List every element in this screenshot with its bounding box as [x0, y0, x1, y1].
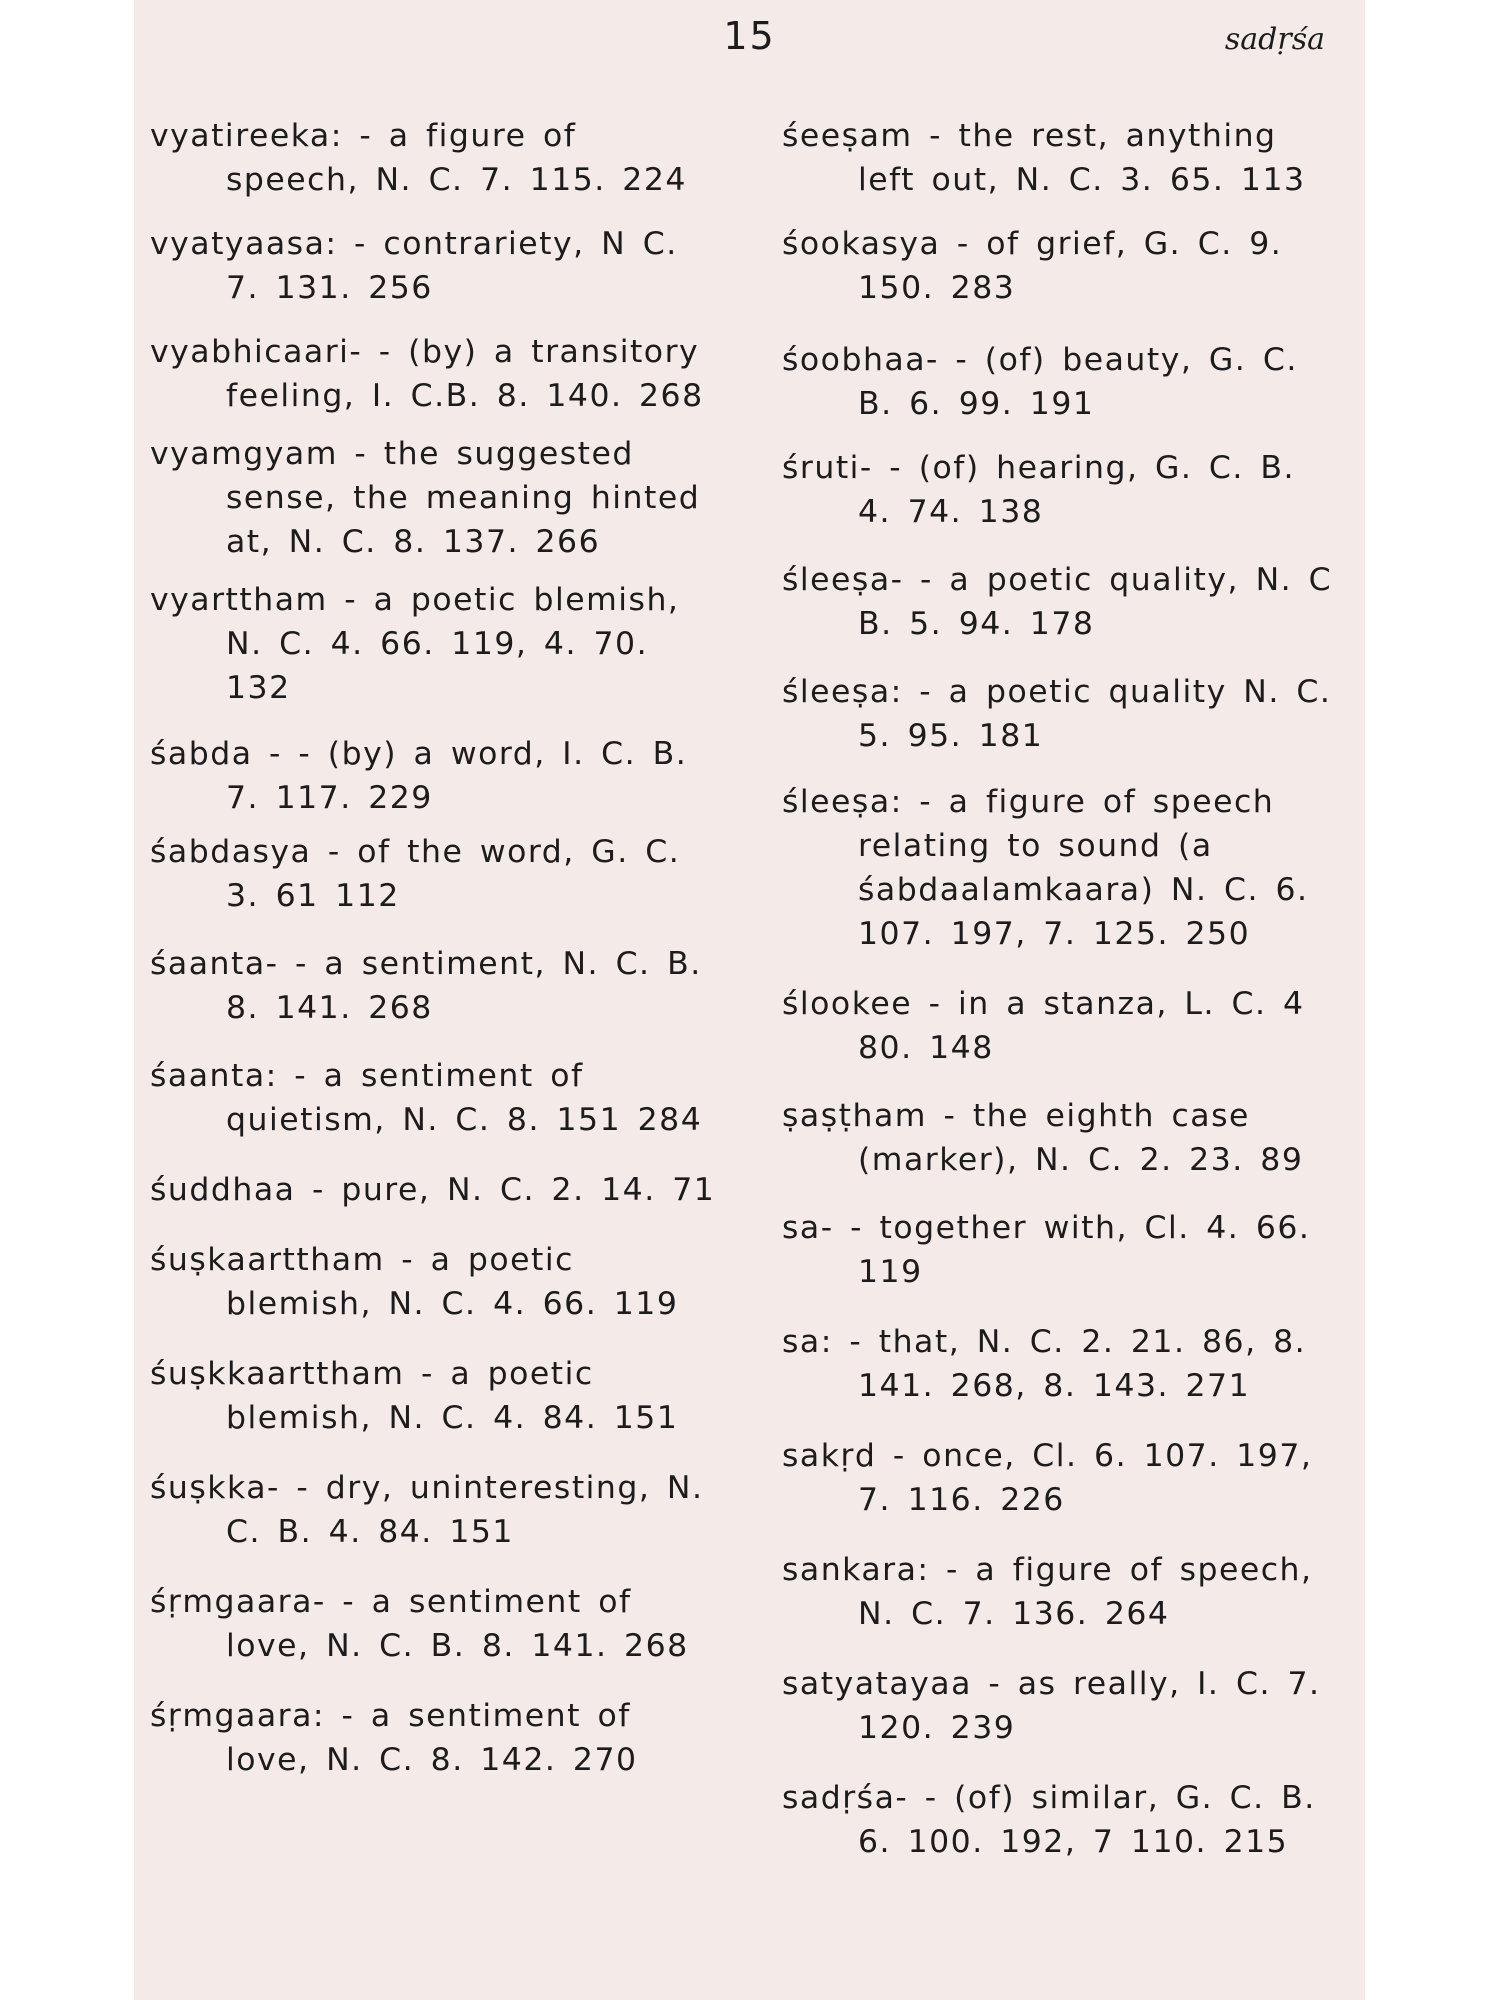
entry: śleeṣa- - a poetic quality, N. C B. 5. 94. 178: [782, 562, 1333, 642]
entry: śaanta: - a sentiment of quietism, N. C. 8. 151 284: [150, 1058, 703, 1138]
entry: vyatyaasa: - contrariety, N C. 7. 131. 256: [150, 226, 678, 306]
entry: sa: - that, N. C. 2. 21. 86, 8. 141. 268, 8. 143. 271: [782, 1324, 1307, 1404]
entry: vyatireeka: - a figure of speech, N. C. 7. 115. 224: [150, 118, 687, 198]
running-head: sadṛśa: [1224, 22, 1325, 57]
entry: śleeṣa: - a poetic quality N. C. 5. 95. 181: [782, 674, 1332, 754]
entry: sakṛd - once, Cl. 6. 107. 197, 7. 116. 226: [782, 1438, 1313, 1518]
entry: śruti- - (of) hearing, G. C. B. 4. 74. 138: [782, 450, 1296, 530]
entry: śleeṣa: - a figure of speech relating to sound (a śabdaalamkaara) N. C. 6. 107. 197, 7. 125. 250: [782, 784, 1309, 952]
entry: śuṣkka- - dry, uninteresting, N. C. B. 4. 84. 151: [150, 1470, 704, 1550]
entry: ṣaṣṭham - the eighth case (marker), N. C. 2. 23. 89: [782, 1098, 1304, 1178]
right-column: [782, 114, 1342, 1864]
entry: śuṣkkaarttham - a poetic blemish, N. C. 4. 84. 151: [150, 1356, 679, 1436]
entry: śuṣkaarttham - a poetic blemish, N. C. 4. 66. 119: [150, 1242, 679, 1322]
entry: satyatayaa - as really, I. C. 7. 120. 239: [782, 1666, 1321, 1746]
entry: śoobhaa- - (of) beauty, G. C. B. 6. 99. 191: [782, 342, 1298, 422]
entry: vyamgyam - the suggested sense, the meaning hinted at, N. C. 8. 137. 266: [150, 436, 701, 560]
entry: śaanta- - a sentiment, N. C. B. 8. 141. 268: [150, 946, 702, 1026]
entry: śeeṣam - the rest, anything left out, N. C. 3. 65. 113: [782, 118, 1306, 198]
entry: śabda - - (by) a word, I. C. B. 7. 117. 229: [150, 736, 688, 816]
entry: sadṛśa- - (of) similar, G. C. B. 6. 100. 192, 7 110. 215: [782, 1780, 1316, 1860]
entry: śṛmgaara- - a sentiment of love, N. C. B. 8. 141. 268: [150, 1584, 689, 1664]
entry: śuddhaa - pure, N. C. 2. 14. 71: [150, 1172, 716, 1208]
left-column: [150, 114, 720, 1782]
page-number: 15: [723, 14, 776, 58]
entry: sa- - together with, Cl. 4. 66. 119: [782, 1210, 1311, 1290]
dictionary-page: [134, 0, 1365, 2000]
entry: vyabhicaari- - (by) a transitory feeling, I. C.B. 8. 140. 268: [150, 334, 704, 414]
entry: sankara: - a figure of speech, N. C. 7. 136. 264: [782, 1552, 1313, 1632]
entry: śookasya - of grief, G. C. 9. 150. 283: [782, 226, 1283, 306]
entry: śṛmgaara: - a sentiment of love, N. C. 8. 142. 270: [150, 1698, 638, 1778]
entry: ślookee - in a stanza, L. C. 4 80. 148: [782, 986, 1305, 1066]
entry: vyarttham - a poetic blemish, N. C. 4. 66. 119, 4. 70. 132: [150, 582, 680, 706]
entry: śabdasya - of the word, G. C. 3. 61 112: [150, 834, 681, 914]
